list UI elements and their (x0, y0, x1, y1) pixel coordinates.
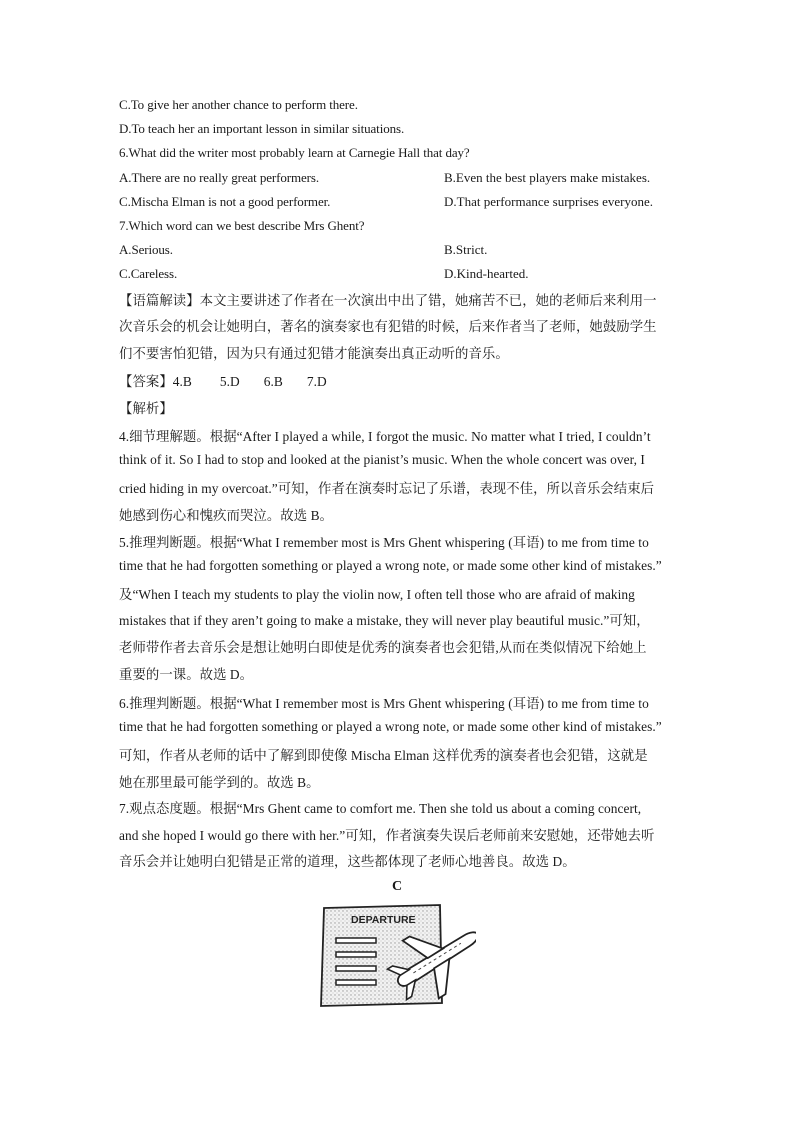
sign-line-1 (336, 938, 376, 943)
explanation-6-line-1: 6.推理判断题。根据“What I remember most is Mrs Ghent whispering (耳语) to me from time to (119, 696, 649, 711)
departure-sign-illustration (318, 902, 476, 1010)
explanation-5-line-3: 及“When I teach my students to play the violin now, I often tell those who are afraid of making (119, 587, 635, 602)
reading-interpretation-line-1: 【语篇解读】本文主要讲述了作者在一次演出中出了错，她痛苦不已，她的老师后来利用一 (119, 293, 657, 308)
explanation-5-line-1: 5.推理判断题。根据“What I remember most is Mrs Ghent whispering (耳语) to me from time to (119, 535, 649, 550)
q6-option-b: B.Even the best players make mistakes. (444, 170, 651, 185)
q7-option-b: B.Strict. (444, 242, 488, 257)
sign-line-2 (336, 952, 376, 957)
q6-stem: 6.What did the writer most probably learn at Carnegie Hall that day? (119, 145, 470, 160)
analysis-label: 【解析】 (119, 401, 173, 416)
explanation-7-line-2: and she hoped I would go there with her.”可知，作者演奏失误后老师前来安慰她，还带她去听 (119, 828, 655, 843)
reading-interpretation-line-3: 们不要害怕犯错，因为只有通过犯错才能演奏出真正动听的音乐。 (119, 346, 509, 361)
q5-option-c: C.To give her another chance to perform there. (119, 97, 358, 112)
answer-5: 5.D (219, 374, 240, 389)
explanation-6-line-2: time that he had forgotten something or played a wrong note, or made some other kind of mistakes.” (119, 719, 662, 734)
answer-6: 6.B (263, 374, 283, 389)
q7-option-a: A.Serious. (119, 242, 173, 257)
q6-option-c: C.Mischa Elman is not a good performer. (119, 194, 331, 209)
explanation-5-line-6: 重要的一课。故选 D。 (119, 667, 254, 682)
sign-line-4 (336, 980, 376, 985)
explanation-6-line-4: 她在那里最可能学到的。故选 B。 (119, 775, 320, 790)
explanation-4-line-1: 4.细节理解题。根据“After I played a while, I forgot the music. No matter what I tried, I couldn’t (119, 429, 651, 444)
answer-label: 【答案】 (119, 374, 173, 389)
explanation-7-line-3: 音乐会并让她明白犯错是正常的道理，这些都体现了老师心地善良。故选 D。 (119, 854, 576, 869)
q6-option-d: D.That performance surprises everyone. (444, 194, 653, 209)
q6-option-a: A.There are no really great performers. (119, 170, 320, 185)
explanation-4-line-3: cried hiding in my overcoat.”可知，作者在演奏时忘记了乐谱，表现不佳，所以音乐会结束后 (119, 481, 655, 496)
reading-interpretation-line-2: 次音乐会的机会让她明白，著名的演奏家也有犯错的时候，后来作者当了老师，她鼓励学生 (119, 319, 657, 334)
answer-4: 4.B (172, 374, 192, 389)
section-letter: C (391, 879, 403, 894)
departure-sign-text: DEPARTURE (351, 914, 416, 926)
q7-option-c: C.Careless. (119, 266, 178, 281)
explanation-7-line-1: 7.观点态度题。根据“Mrs Ghent came to comfort me. Then she told us about a coming concert, (119, 801, 642, 816)
q7-stem: 7.Which word can we best describe Mrs Ghent? (119, 218, 365, 233)
answer-line (119, 371, 679, 390)
explanation-4-line-2: think of it. So I had to stop and looked at the pianist’s music. When the whole concert was over, I (119, 452, 645, 467)
explanation-4-line-4: 她感到伤心和愧疚而哭泣。故选 B。 (119, 508, 333, 523)
explanation-5-line-2: time that he had forgotten something or played a wrong note, or made some other kind of mistakes.” (119, 558, 662, 573)
q5-option-d: D.To teach her an important lesson in similar situations. (119, 121, 405, 136)
explanation-5-line-5: 老师带作者去音乐会是想让她明白即使是优秀的演奏者也会犯错,从而在类似情况下给她上 (119, 640, 647, 655)
q7-option-d: D.Kind-hearted. (444, 266, 529, 281)
explanation-5-line-4: mistakes that if they aren’t going to make a mistake, they will never play beautiful music.”可知， (119, 613, 650, 628)
answer-7: 7.D (306, 374, 327, 389)
explanation-6-line-3: 可知，作者从老师的话中了解到即使像 Mischa Elman 这样优秀的演奏者也会犯错，这就是 (119, 748, 648, 763)
departure-sign-svg (318, 902, 476, 1010)
sign-line-3 (336, 966, 376, 971)
